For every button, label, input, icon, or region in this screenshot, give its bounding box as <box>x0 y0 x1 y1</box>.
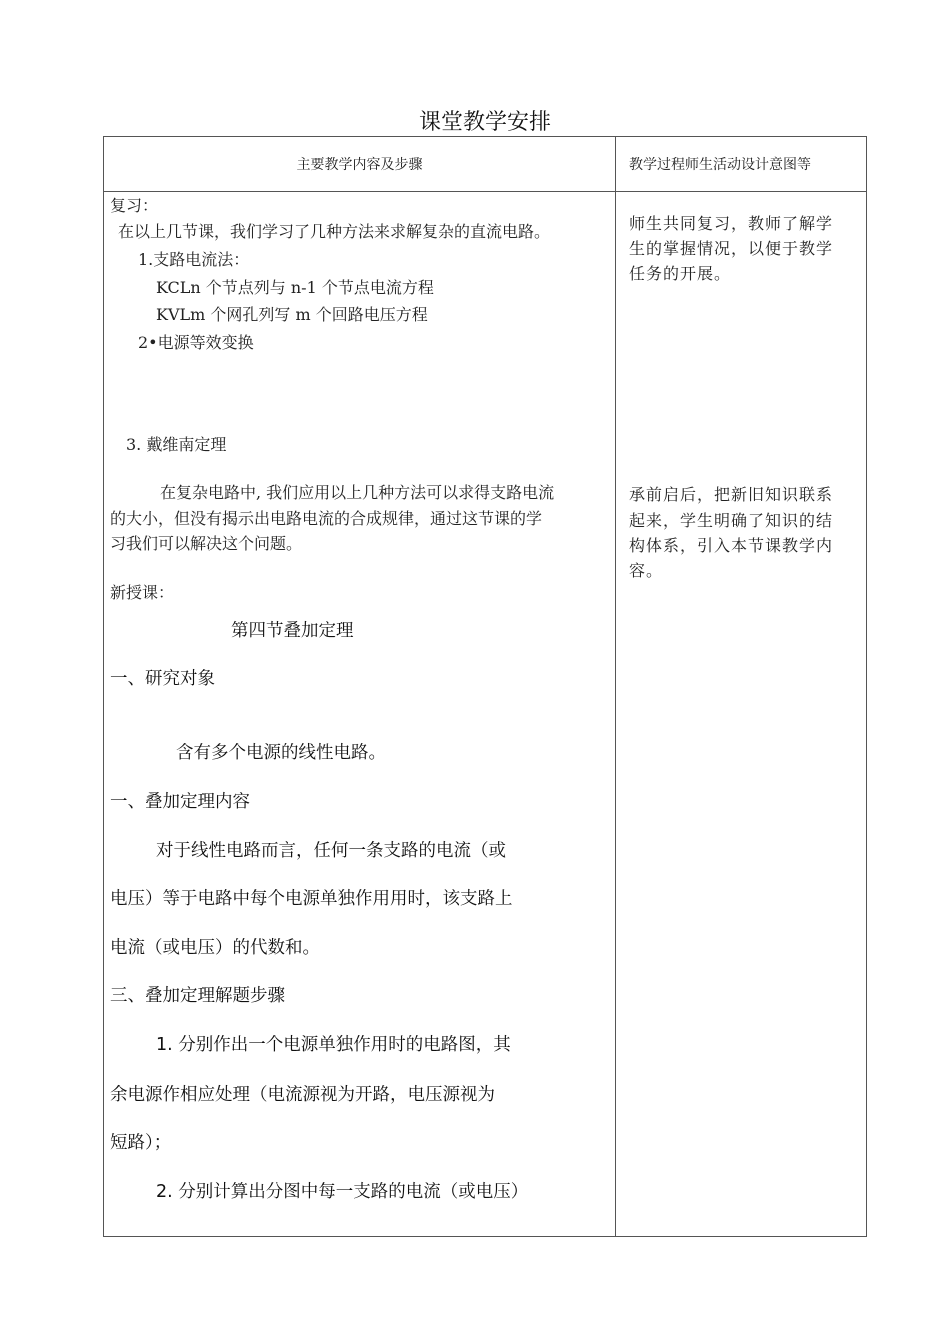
method-1: 1.支路电流法： <box>138 250 250 269</box>
new-lesson-label: 新授课： <box>110 583 175 602</box>
header-divider <box>104 191 866 192</box>
note-1-line-2: 生的掌握情况，以便于教学 <box>629 239 834 258</box>
heading-3: 三、叠加定理解题步骤 <box>110 986 285 1006</box>
note-2-line-3: 构体系，引入本节课教学内 <box>629 536 834 555</box>
note-2-line-1: 承前启后，把新旧知识联系 <box>629 485 834 504</box>
header-left: 主要教学内容及步骤 <box>296 157 423 173</box>
lesson-table <box>103 136 867 1237</box>
note-2-line-2: 起来，学生明确了知识的结 <box>629 511 834 530</box>
header-right: 教学过程师生活动设计意图等 <box>629 157 811 173</box>
note-2-line-4: 容。 <box>629 561 664 580</box>
review-intro: 在以上几节课，我们学习了几种方法来求解复杂的直流电路。 <box>118 222 551 241</box>
para-line-3: 习我们可以解决这个问题。 <box>110 534 303 553</box>
section-title: 第四节叠加定理 <box>231 621 354 641</box>
h2-line-1: 对于线性电路而言，任何一条支路的电流（或 <box>156 841 506 861</box>
method-2: 2•电源等效变换 <box>138 333 254 352</box>
heading-2: 一、叠加定理内容 <box>110 792 250 812</box>
page-title: 课堂教学安排 <box>418 110 551 135</box>
para-line-1: 在复杂电路中, 我们应用以上几种方法可以求得支路电流 <box>160 483 555 502</box>
heading-1-text: 含有多个电源的线性电路。 <box>176 743 386 763</box>
para-line-2: 的大小，但没有揭示出电路电流的合成规律，通过这节课的学 <box>110 509 543 528</box>
kcl-line: KCLn 个节点列与 n-1 个节点电流方程 <box>156 278 434 297</box>
h3-line-1: 1. 分别作出一个电源单独作用时的电路图，其 <box>156 1035 511 1055</box>
note-1-line-1: 师生共同复习，教师了解学 <box>629 214 834 233</box>
column-divider <box>615 137 616 1236</box>
h3-line-4: 2. 分别计算出分图中每一支路的电流（或电压） <box>156 1182 529 1202</box>
h3-line-2: 余电源作相应处理（电流源视为开路，电压源视为 <box>110 1085 495 1105</box>
h2-line-2: 电压）等于电路中每个电源单独作用用时，该支路上 <box>110 889 513 909</box>
method-3: 3. 戴维南定理 <box>126 435 227 454</box>
kvl-line: KVLm 个网孔列写 m 个回路电压方程 <box>156 305 428 324</box>
h3-line-3: 短路）； <box>110 1133 172 1153</box>
review-label: 复习： <box>110 196 159 215</box>
heading-1: 一、研究对象 <box>110 669 215 689</box>
note-1-line-3: 任务的开展。 <box>629 264 732 283</box>
h2-line-3: 电流（或电压）的代数和。 <box>110 938 320 958</box>
